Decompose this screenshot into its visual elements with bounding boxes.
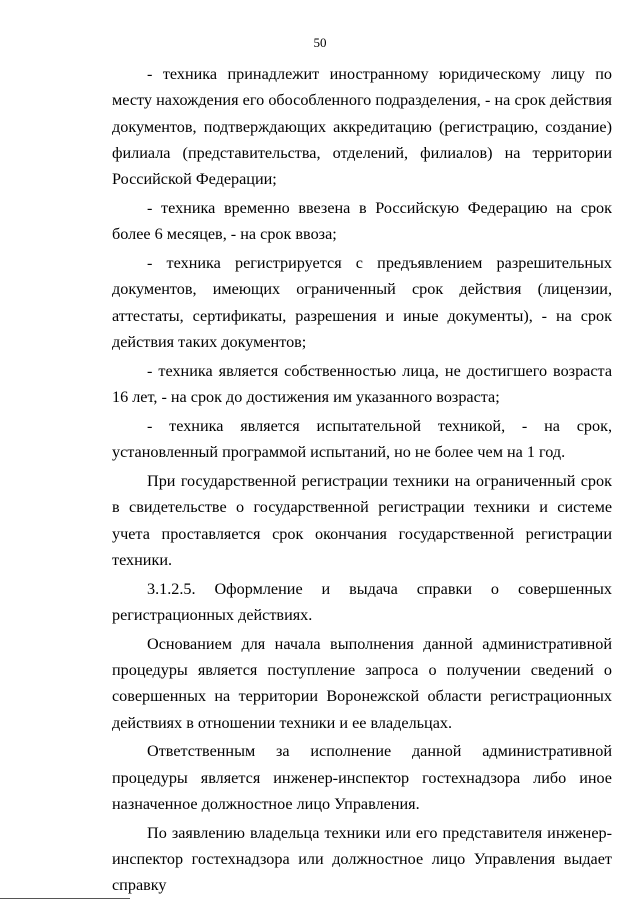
section-heading-3-1-2-5: 3.1.2.5. Оформление и выдача справки о совершенных регистрационных действиях.: [112, 579, 612, 624]
scan-edge-line: [0, 898, 130, 899]
paragraph-certificate-issuance: По заявлению владельца техники или его представителя инженер-инспектор гостехнадзора или должностное лицо Управления выдает справку: [112, 823, 612, 895]
paragraph-foreign-legal-entity: - техника принадлежит иностранному юридическому лицу по месту нахождения его обособленного подразделения, - на срок действия документов, подтверждающих аккредитацию (регистрацию, создание) филиала (представительства, отделений, филиалов) на территории Российской Федерации;: [112, 65, 612, 189]
paragraph-procedure-basis: Основанием для начала выполнения данной административной процедуры является поступление запроса о получении сведений о совершенных на территории Воронежской области регистрационных действиях в отношении техники и ее владельцах.: [112, 634, 612, 732]
paragraph-responsible-person: Ответственным за исполнение данной административной процедуры является инженер-инспектор гостехнадзора либо иное назначенное должностное лицо Управления.: [112, 742, 612, 814]
paragraph-limited-documents: - техника регистрируется с предъявлением разрешительных документов, имеющих ограниченный срок действия (лицензии, аттестаты, сертификаты, разрешения и иные документы), - на срок действия таких документов;: [112, 254, 612, 351]
page-number: 50: [313, 35, 327, 50]
paragraph-temporary-import: - техника временно ввезена в Российскую Федерацию на срок более 6 месяцев, - на срок ввоза;: [112, 198, 612, 244]
paragraph-minor-owner: - техника является собственностью лица, не достигшего возраста 16 лет, - на срок до достижения им указанного возраста;: [112, 361, 612, 407]
paragraph-limited-term-registration: При государственной регистрации техники на ограниченный срок в свидетельстве о государственной регистрации техники и системе учета проставляется срок окончания государственной регистрации техники.: [112, 471, 612, 569]
paragraph-test-equipment: - техника является испытательной техникой, - на срок, установленный программой испытаний, но не более чем на 1 год.: [112, 416, 612, 462]
document-body: [112, 61, 612, 901]
